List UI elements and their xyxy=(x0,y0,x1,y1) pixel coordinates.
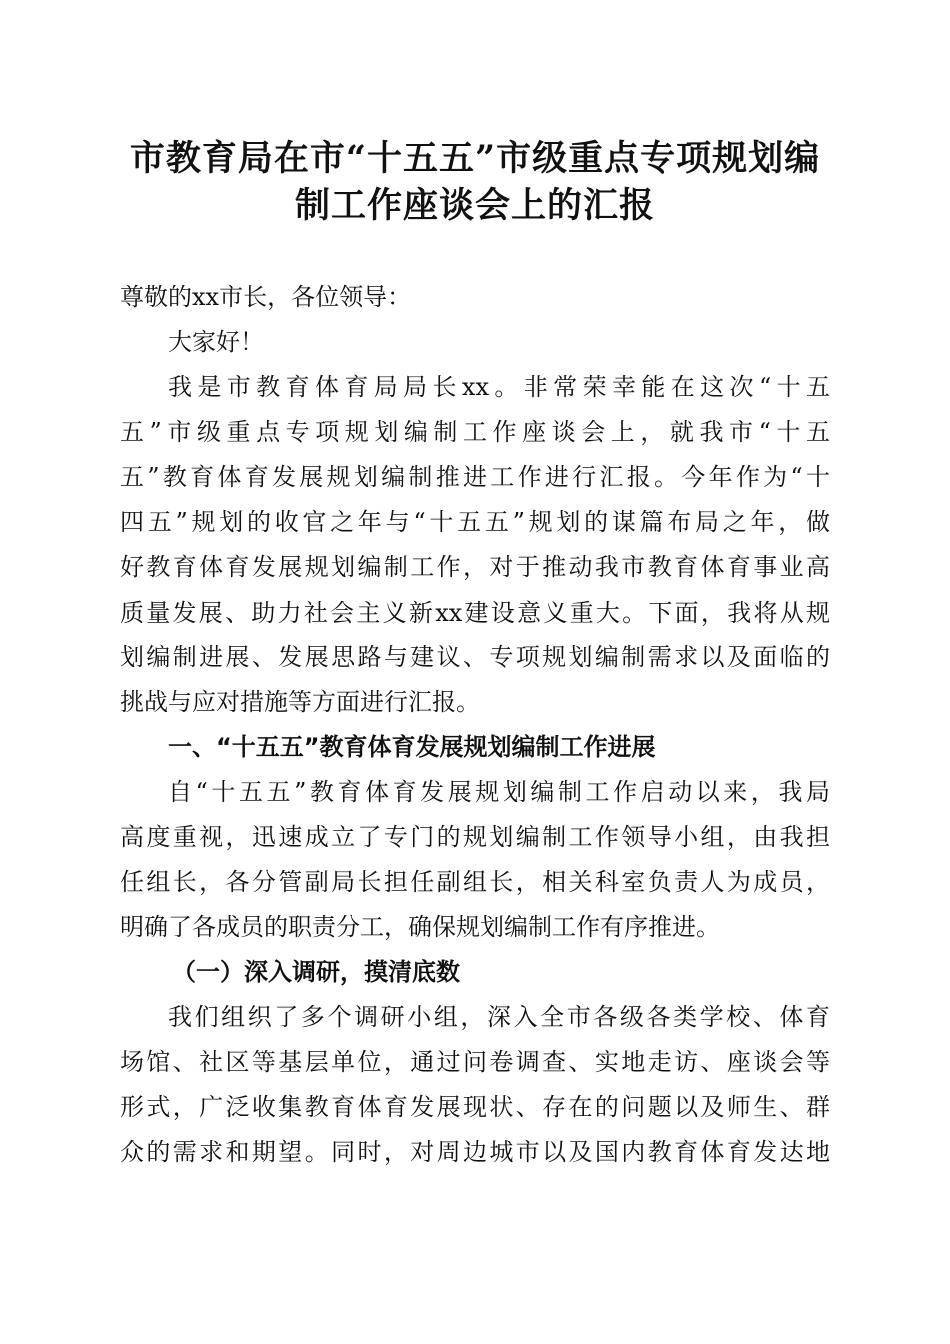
subsection-1-paragraph-line: 场馆、社区等基层单位，通过问卷调查、实地走访、座谈会等 xyxy=(120,1048,830,1076)
intro-paragraph-line: 划编制进展、发展思路与建议、专项规划编制需求以及面临的 xyxy=(120,643,830,671)
document-title-line-2: 制工作座谈会上的汇报 xyxy=(294,185,655,226)
intro-paragraph-line: 好教育体育发展规划编制工作，对于推动我市教育体育事业高 xyxy=(120,553,830,581)
intro-paragraph-line: 质量发展、助力社会主义新xx建设意义重大。下面，我将从规 xyxy=(120,599,830,627)
section-1-paragraph-line: 高度重视，迅速成立了专门的规划编制工作领导小组，由我担 xyxy=(120,823,830,851)
salutation: 尊敬的xx市长，各位领导： xyxy=(120,283,412,311)
intro-paragraph-line: 挑战与应对措施等方面进行汇报。 xyxy=(120,688,480,716)
subsection-1-paragraph-line: 形式，广泛收集教育体育发展现状、存在的问题以及师生、群 xyxy=(120,1093,830,1121)
section-1-paragraph-line: 自“十五五”教育体育发展规划编制工作启动以来，我局 xyxy=(168,778,830,806)
subsection-1-paragraph-line: 众的需求和期望。同时，对周边城市以及国内教育体育发达地 xyxy=(120,1138,830,1166)
section-1-heading: 一、“十五五”教育体育发展规划编制工作进展 xyxy=(168,733,656,761)
intro-paragraph-line: 四五”规划的收官之年与“十五五”规划的谋篇布局之年，做 xyxy=(120,508,830,536)
greeting: 大家好！ xyxy=(168,328,264,356)
document-title-line-1: 市教育局在市“十五五”市级重点专项规划编 xyxy=(129,138,821,179)
section-1-paragraph-line: 任组长，各分管副局长担任副组长，相关科室负责人为成员， xyxy=(120,868,830,896)
subsection-1-heading: （一）深入调研，摸清底数 xyxy=(172,957,460,986)
section-1-paragraph-line: 明确了各成员的职责分工，确保规划编制工作有序推进。 xyxy=(120,913,720,941)
intro-paragraph-line: 我是市教育体育局局长xx。非常荣幸能在这次“十五 xyxy=(168,373,830,401)
subsection-1-paragraph-line: 我们组织了多个调研小组，深入全市各级各类学校、体育 xyxy=(168,1003,830,1031)
intro-paragraph-line: 五”教育体育发展规划编制推进工作进行汇报。今年作为“十 xyxy=(120,463,830,491)
intro-paragraph-line: 五”市级重点专项规划编制工作座谈会上，就我市“十五 xyxy=(120,418,830,446)
